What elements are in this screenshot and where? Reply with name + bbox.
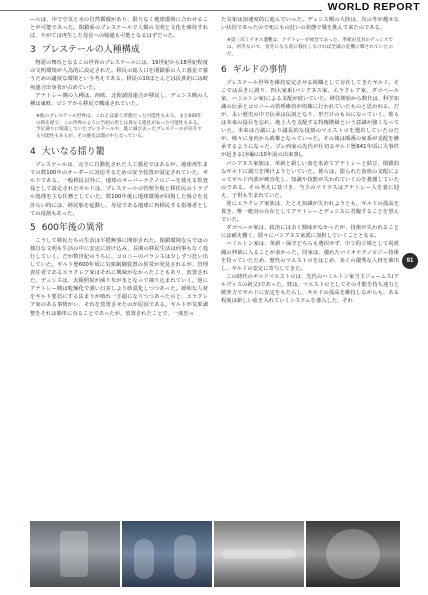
- paragraph: プレステール世界を維持安定させる組織として存在してきたギルド。そこでは長きに渡り、四大家系(バシアヌス家、エラクレア家、ダゴベール家、ハミルトン家)による支配が続いていた。移住開始から数代は、科学知識の伝承とコロニーの管理維持が的確に行われていたものと思われる。だが、永い歴史の中で伝承は伝説となり、形だけのものになっていく。彼らは本来の役目を忘れ、地上人を支配する特権階級という意識が強くなっていた。本来は合議により議長的な役割のマエストロを選出していたのだが、検々に身内から政権となっていった。その後は順番の家系が支配を継承するようになった。プレ西家の先代が仕切るギルド歴641年頃に大事件が起きる(本編の10年前の出来事)。: [221, 79, 399, 159]
- footnote: ※第三次ミテギス遭難は、アナトレーが経営であった。季節が反対のデュシスでは、初冬なので、真冬になる前に移民しなければ全滅の危機に曝されていたのだ。: [227, 38, 393, 57]
- footnote: ※他のプレステール世界は、これとは違う形態だった可能性もある。また600年の時を経て、この世界のように当初の形とは異なる進化があった可能性もある。予定通りに帰還していたプレステールや、既に滅び去ったプレステールが存在する可能性もあるが、その歴史は闇の中となっている。: [36, 113, 202, 140]
- paragraph: た気象は加速度的に進んでいった。デュシス側の大陸は、次の冬が越せない状況であったので死にもの狂いの状態で戦を挑んで来たのである。: [221, 17, 399, 32]
- paragraph: この時代のギルドマエストロは、先代のハミルトン家当主ジェームス(アルヴィスの祖父)であった。彼は、マエストロとしてその才能を持ち達力と統率力でギルドに安定をもたらし、ギルドの孤高を維持しながらも、ある程度は新しい血を入れていくシステムを導入した。それ: [221, 273, 399, 305]
- section-title: プレステールの人種構成: [41, 45, 140, 56]
- section-title: 大いなる揺り籠: [41, 147, 105, 158]
- scene-image-2: [122, 521, 212, 587]
- paragraph: 物語の舞台となるこの世界のプレステールには、16世紀から18世紀程度の文明環境が人為的に設定された。移民の総人口を閉鎖系の人工惑星で養うための適度な環境という考えである。移民の10ほとんどは民族的には欧州連合出身者が占めていた。: [30, 60, 208, 91]
- section-title: ギルドの事情: [232, 64, 287, 75]
- left-column: [30, 16, 208, 318]
- section-number: 6: [221, 64, 227, 75]
- scene-image-1: [30, 521, 120, 587]
- section-heading: [30, 223, 208, 234]
- paragraph: ハミルトン家は、革新・保守どちらも選択せず、中立的立場として両派閥の仲裁に入ることが多かった。同家は、優れたバイオテクノロジー技術を持っていたため、歴代のマエストロをはじめ、多くの優秀な人材を輩出し、ギルドの安定に寄与してきた。: [221, 241, 399, 272]
- section-heading: [221, 65, 399, 76]
- paragraph: ールは、中で空気と水の自然循環があり、限りなく地球環境に合わせることが可能であった。閉鎖系のプレステールで人類の文明と文化を維持すれば、やがては再生した母星への帰還も可能となるはずだった。: [30, 17, 208, 40]
- page-number-badge: 91: [402, 253, 418, 269]
- paragraph: プレステールは、完全に自動化された人工惑星ではあるが、地球再生までの数100年のオーダーに対応するための安全装置が設定されていた。ギルドである。一般移民以外に、地球のオーバーテクノロジーを使える監査役として設定されたギルドは、プレステールの管理全般と移住民のトラブル処理を主な任務としていた。数100年後に地球環境が回復した場合を見計らい時には、移民船を起動し、母星である地球に再移民する指導者としての役割もあった。: [30, 162, 208, 217]
- section-title: 600年後の異常: [41, 222, 104, 233]
- right-column: [221, 16, 399, 305]
- image-strip: [30, 521, 400, 587]
- scene-image-3: [214, 521, 304, 587]
- section-number: 3: [30, 45, 36, 56]
- section-number: 5: [30, 222, 36, 233]
- section-number: 4: [30, 147, 36, 158]
- paragraph: こうして移民たちの生活は平穏無事に開始された。閉鎖環境ならではの独自な文明も生活の中に安定に溶け込み、長期の移民生活は何事もなく進行していく。だが数世紀のうちに、コロニーのバランスは少しずつ狂い出していた。ギルド歴600年頃に気象制御装置の異常が発見されるが、管理責任者であるエラクレア家はそれに興味がなかったこともあり、放置された。デュシスは、太陽照射が減り氷が氷となって凍り込まれていく。逆にアナトレー側は乾燥化で強い日差しより砂漠化しつつあった。緩和な人材をギルド要員にする法まりが喰れ一手頭になりつつあったのと、エラクレア家のある事情がい、それを放置させたのが原因である。ギルドが気象調整をそれは簡単に直ることであったが、放置されたことで、一度狂っ: [30, 237, 208, 317]
- scene-image-4: [306, 521, 400, 587]
- section-heading: [30, 45, 208, 56]
- paragraph: ダゴベール家は、政治には余く興味がなかったが、技術が失われることには耐え難く、陰々にバシアヌス家派に加担していくこととなる。: [221, 225, 399, 240]
- header-rule: [0, 10, 322, 11]
- paragraph: アナトレー側の人種は、西欧、北欧諸国連合が移民し、デュシス側の人種は東欧、ロシアから移民で構成されていた。: [30, 92, 208, 107]
- header-title: WORLD REPORT: [327, 1, 420, 13]
- section-heading: [30, 147, 208, 158]
- page-header: [0, 0, 428, 14]
- paragraph: 逆にエラクレア家族は、たとえ知識が失われようとも、ギルドの孤高を貫き、唯一絶対の存在としてアナトレーとデュシスに君臨することを望んでいた。: [221, 200, 399, 224]
- paragraph: バシアヌス家族は、革新と新しい血を求めてアナトレーと結び、閉鎖的なギルドに風穴を開けようといていた。彼らは、限られた血族の支配によってギルド内部が硬直化し、知識や技能が失われていくのを憂慮していたのである。その考えに基づき、当主のマリウスはアナトレー人を妻に迎え、子供も生まれていた。: [221, 160, 399, 199]
